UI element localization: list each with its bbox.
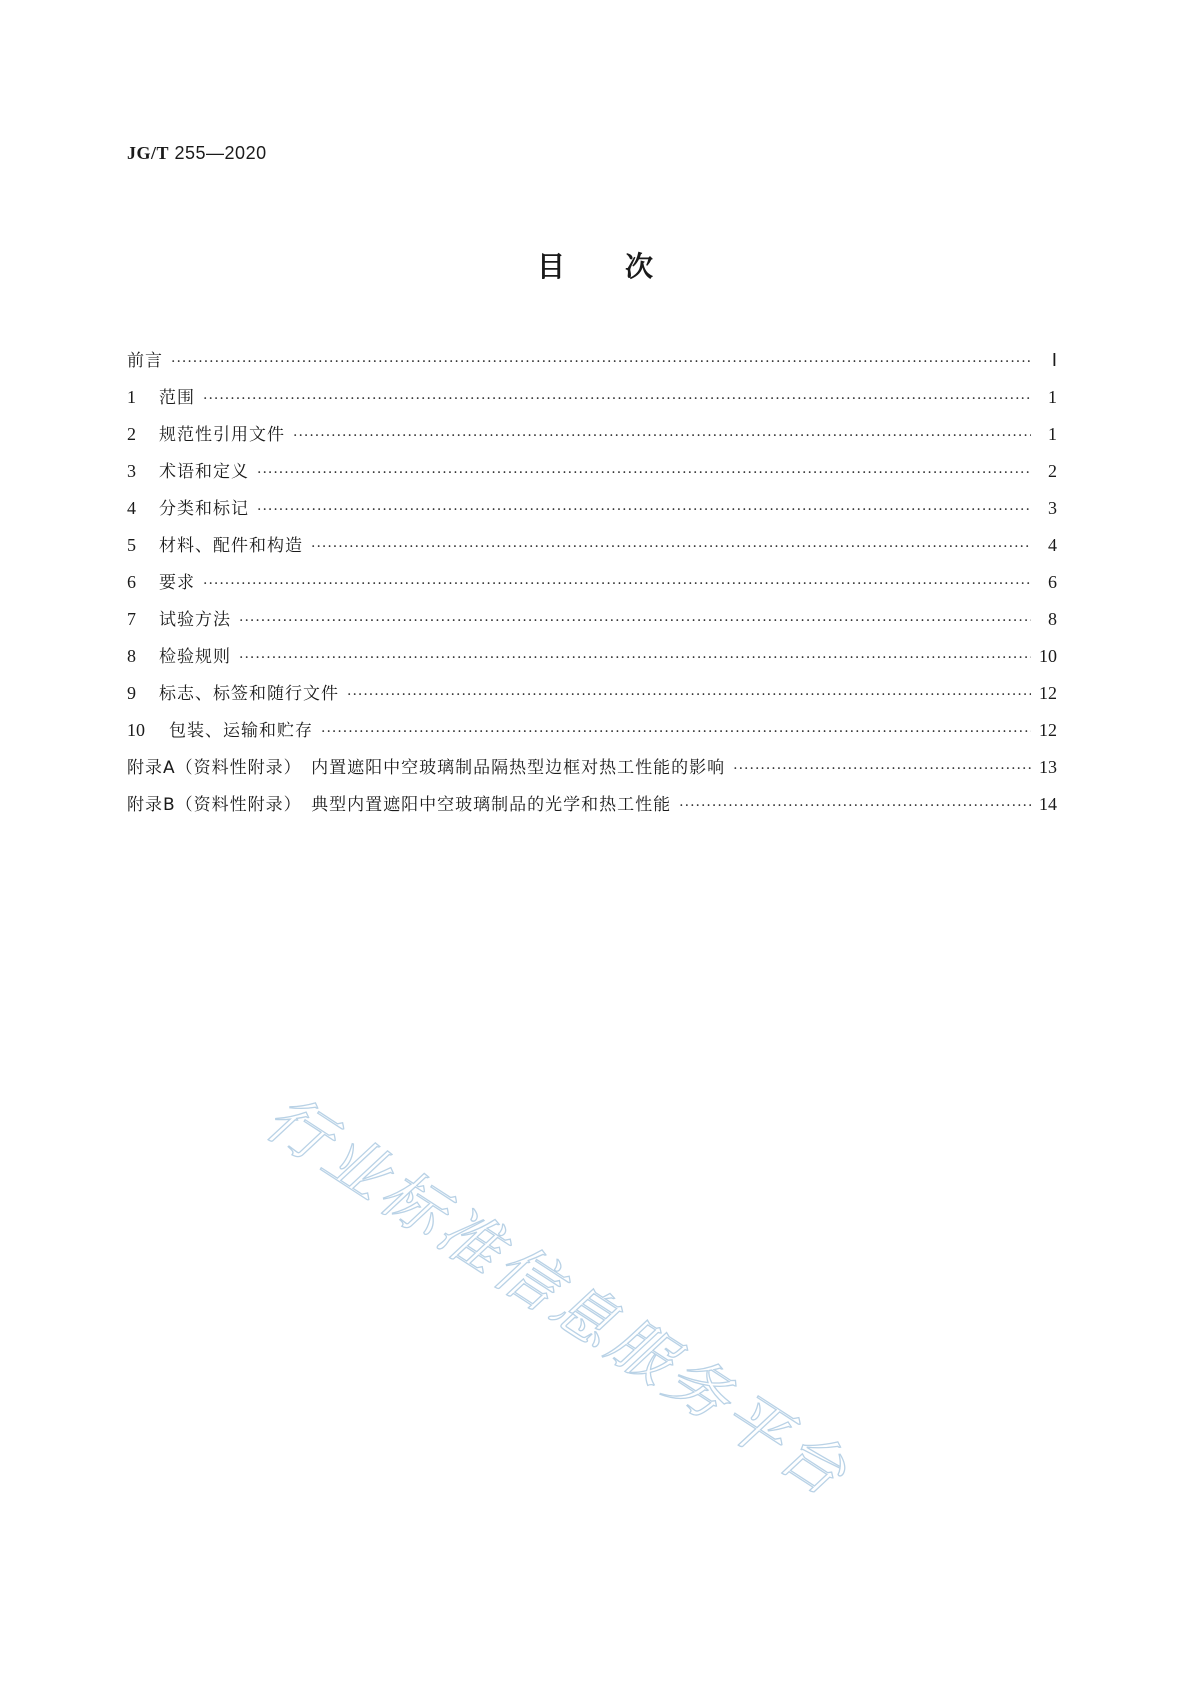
toc-entry-number: 8 xyxy=(127,646,136,666)
toc-entry-label: 前言 xyxy=(127,351,163,371)
toc-leader-dots xyxy=(239,640,1031,677)
toc-entry-page: 10 xyxy=(1039,646,1057,666)
toc-entry-label: 术语和定义 xyxy=(159,462,249,482)
toc-entry-number: 4 xyxy=(127,498,136,518)
toc-leader-dots xyxy=(679,788,1031,825)
toc-leader-dots xyxy=(311,529,1031,566)
toc-entry-page: Ⅰ xyxy=(1051,350,1057,370)
toc-entry-label: 分类和标记 xyxy=(159,499,249,519)
toc-entry-9[interactable] xyxy=(127,675,1057,712)
watermark-text: 行业标准信息服务平台 xyxy=(253,1080,864,1513)
toc-leader-dots xyxy=(203,566,1031,603)
document-code-prefix: JG/T xyxy=(127,143,170,163)
toc-entry-label: 要求 xyxy=(159,573,195,593)
toc-leader-dots xyxy=(171,344,1031,381)
toc-entry-page: 12 xyxy=(1039,720,1057,740)
toc-entry-number: 2 xyxy=(127,424,136,444)
toc-entry-label: 附录B（资料性附录） 典型内置遮阳中空玻璃制品的光学和热工性能 xyxy=(127,795,672,815)
toc-entry-3[interactable] xyxy=(127,453,1057,490)
page-title: 目次 xyxy=(536,250,713,283)
toc-entry-page: 1 xyxy=(1048,424,1057,444)
toc-entry-page: 14 xyxy=(1039,794,1057,814)
toc-entry-page: 4 xyxy=(1048,535,1057,555)
toc-entry-10[interactable] xyxy=(127,712,1057,749)
toc-entry-label: 试验方法 xyxy=(159,610,231,630)
toc-entry-page: 3 xyxy=(1048,498,1057,518)
toc-entry-page: 12 xyxy=(1039,683,1057,703)
toc-entry-number: 10 xyxy=(127,720,145,740)
document-code-number: 255—2020 xyxy=(169,143,267,163)
toc-leader-dots xyxy=(239,603,1031,640)
toc-entry-appendix-a[interactable] xyxy=(127,749,1057,786)
toc-entry-page: 13 xyxy=(1039,757,1057,777)
toc-leader-dots xyxy=(257,455,1031,492)
toc-leader-dots xyxy=(203,381,1031,418)
toc-entry-5[interactable] xyxy=(127,527,1057,564)
toc-entry-4[interactable] xyxy=(127,490,1057,527)
toc-leader-dots xyxy=(733,751,1031,788)
toc-entry-page: 2 xyxy=(1048,461,1057,481)
toc-entry-label: 包装、运输和贮存 xyxy=(169,721,313,741)
toc-entry-number: 1 xyxy=(127,387,136,407)
toc-entry-page: 1 xyxy=(1048,387,1057,407)
toc-entry-number: 9 xyxy=(127,683,136,703)
toc-entry-appendix-b[interactable] xyxy=(127,786,1057,823)
toc-entry-label: 范围 xyxy=(159,388,195,408)
toc-entry-label: 附录A（资料性附录） 内置遮阳中空玻璃制品隔热型边框对热工性能的影响 xyxy=(127,758,726,778)
toc-entry-number: 6 xyxy=(127,572,136,592)
toc-entry-number: 7 xyxy=(127,609,136,629)
toc-entry-number: 5 xyxy=(127,535,136,555)
toc-leader-dots xyxy=(257,492,1031,529)
toc-entry-1[interactable] xyxy=(127,379,1057,416)
toc-entry-page: 6 xyxy=(1048,572,1057,592)
toc-entry-7[interactable] xyxy=(127,601,1057,638)
toc-leader-dots xyxy=(347,677,1031,714)
toc-entry-label: 标志、标签和随行文件 xyxy=(159,684,339,704)
toc-entry-label: 规范性引用文件 xyxy=(159,425,285,445)
toc-entry-6[interactable] xyxy=(127,564,1057,601)
document-code xyxy=(127,143,267,164)
toc-entry-page: 8 xyxy=(1048,609,1057,629)
table-of-contents xyxy=(127,342,1057,823)
toc-leader-dots xyxy=(293,418,1031,455)
toc-entry-foreword[interactable] xyxy=(127,342,1057,379)
toc-entry-label: 材料、配件和构造 xyxy=(159,536,303,556)
toc-entry-number: 3 xyxy=(127,461,136,481)
toc-leader-dots xyxy=(321,714,1031,751)
toc-entry-2[interactable] xyxy=(127,416,1057,453)
toc-entry-label: 检验规则 xyxy=(159,647,231,667)
toc-entry-8[interactable] xyxy=(127,638,1057,675)
